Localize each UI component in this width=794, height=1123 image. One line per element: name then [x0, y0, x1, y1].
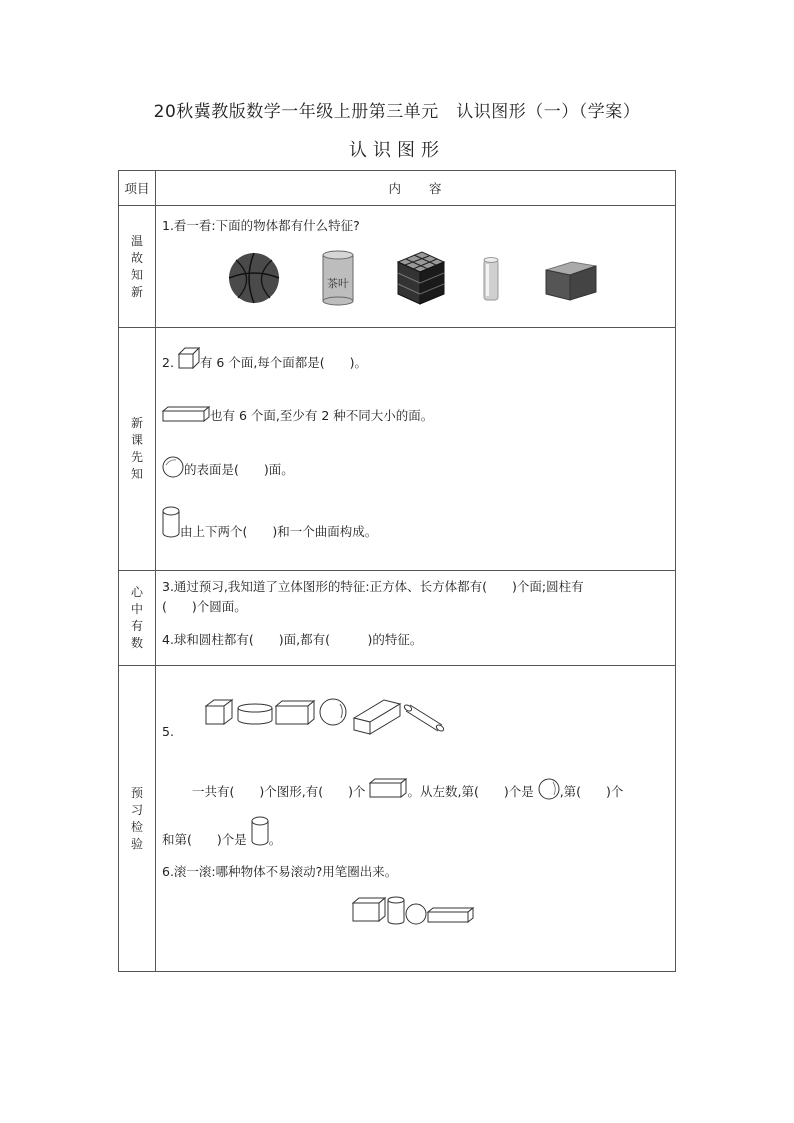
question-4: 4.球和圆柱都有( )面,都有( )的特征。 [162, 632, 423, 647]
sphere-icon [538, 778, 560, 800]
header-content: 内 容 [156, 171, 676, 206]
header-item: 项目 [119, 171, 156, 206]
row-label-summary: 心中有数 [130, 585, 143, 650]
document-subtitle: 认识图形 [349, 140, 445, 161]
row-preview [119, 328, 676, 571]
question-5-number: 5. [162, 724, 174, 739]
question-3-line2: ( )个圆面。 [162, 599, 247, 614]
question-5-part-a: 一共有( )个图形,有( )个 [192, 784, 366, 799]
cylinder-icon [162, 506, 180, 538]
cube-icon [178, 347, 200, 369]
row-label-preview: 新课先知 [130, 416, 143, 481]
shape-long-cuboid [354, 700, 400, 734]
row-label-check: 预习检验 [130, 785, 143, 851]
question-5-part-d: 和第( )个是 [162, 832, 247, 847]
question-2c-text: 的表面是( )面。 [184, 462, 294, 477]
shapes-row-illustration [204, 692, 454, 738]
objects-illustration [226, 248, 606, 308]
question-2d-text: 由上下两个( )和一个曲面构成。 [180, 524, 378, 539]
row-check [119, 666, 676, 972]
shape-cuboid [276, 701, 314, 724]
question-5-part-e: 。 [268, 832, 282, 847]
shape-sphere [320, 699, 346, 725]
rolling-cuboid [353, 898, 385, 921]
question-2b-text: 也有 6 个面,至少有 2 种不同大小的面。 [210, 408, 434, 423]
row-label-review: 温故知新 [130, 233, 143, 299]
sphere-icon [162, 456, 184, 478]
basketball-image [229, 253, 279, 303]
cylinder-icon [251, 816, 269, 846]
question-6: 6.滚一滚:哪种物体不易滚动?用笔圈出来。 [162, 864, 398, 879]
rolling-cylinder [388, 897, 404, 924]
document-title: 20秋冀教版数学一年级上册第三单元 认识图形（一）（学案） [153, 102, 641, 122]
question-2-text: 有 6 个面,每个面都是( )。 [199, 355, 368, 370]
shape-cube [206, 700, 232, 724]
tea-can-image [323, 251, 353, 305]
tea-can-label: 茶叶 [327, 277, 349, 290]
shape-cylinder-short [238, 704, 272, 724]
question-5-part-b: 。从左数,第( )个是 [407, 784, 534, 799]
table-header-row [119, 171, 676, 206]
rubik-cube-image [398, 252, 444, 304]
shape-rod [403, 704, 444, 732]
cuboid-icon [162, 406, 210, 422]
question-2-number: 2. [162, 355, 174, 370]
question-3-line1: 3.通过预习,我知道了立体图形的特征:正方体、长方体都有( )个面;圆柱有 [162, 579, 584, 594]
rolling-shapes-illustration [351, 894, 481, 928]
storage-box-image [546, 262, 596, 300]
row-review [119, 206, 676, 328]
question-5-part-c: ,第( )个 [559, 784, 624, 799]
soda-can-image [484, 258, 498, 301]
rolling-sphere [406, 904, 426, 924]
rolling-flat-cuboid [428, 908, 473, 922]
question-1: 1.看一看:下面的物体都有什么特征? [162, 218, 360, 233]
cuboid-icon [369, 778, 407, 798]
worksheet-table [118, 170, 676, 972]
row-summary [119, 571, 676, 666]
